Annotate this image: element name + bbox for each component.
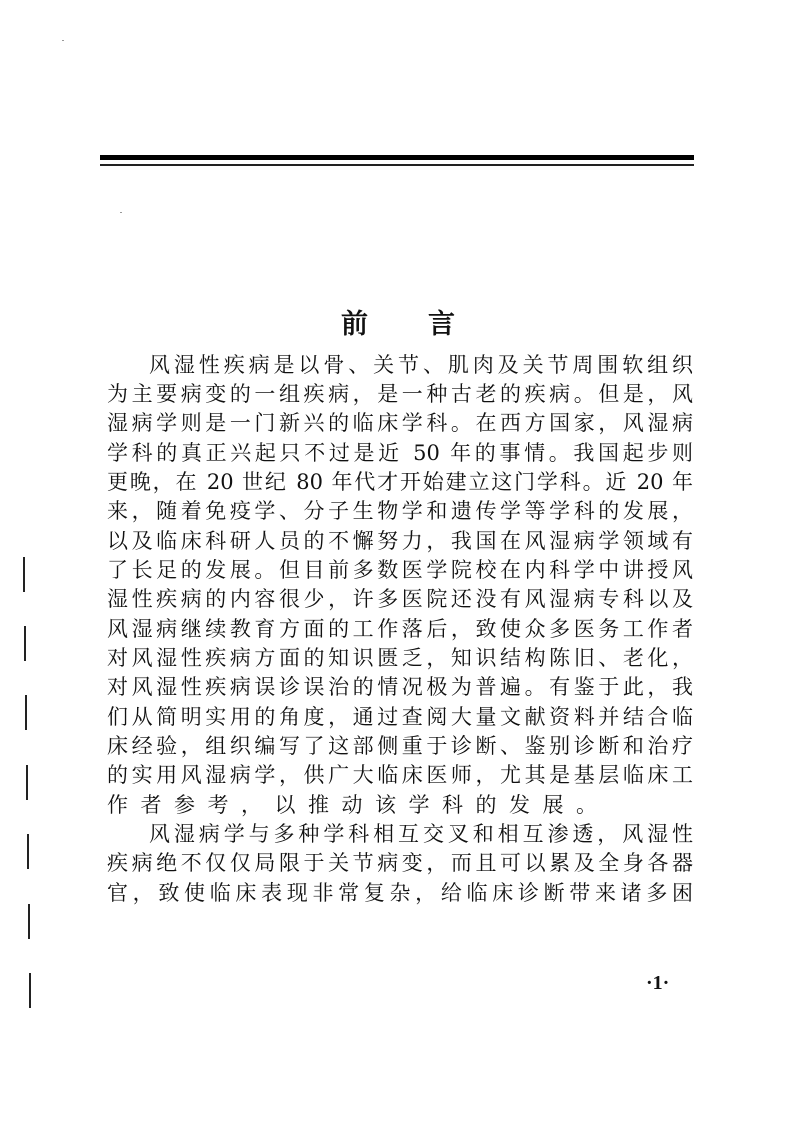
text-line: 以及临床科研人员的不懈努力，我国在风湿病学领域有 <box>107 529 693 553</box>
text-line: 们从简明实用的角度，通过查阅大量文献资料并结合临 <box>107 705 693 729</box>
text-line: 的实用风湿病学，供广大临床医师，尤其是基层临床工 <box>107 763 693 787</box>
scan-speck <box>62 40 64 41</box>
text-line: 疾病绝不仅仅局限于关节病变，而且可以累及全身各器 <box>107 851 693 875</box>
text-line: 更晚，在 20 世纪 80 年代才开始建立这门学科。近 20 年 <box>107 470 693 494</box>
text-line: 风湿病继续教育方面的工作落后，致使众多医务工作者 <box>107 617 693 641</box>
text-line: 风湿性疾病是以骨、关节、肌肉及关节周围软组织 <box>149 353 693 377</box>
binding-mark <box>25 695 27 730</box>
header-rule-thin <box>100 164 694 166</box>
text-line: 对风湿性疾病方面的知识匮乏，知识结构陈旧、老化， <box>107 646 693 670</box>
binding-mark <box>28 904 30 939</box>
page-number: ·1· <box>646 972 670 994</box>
text-line: 床经验，组织编写了这部侧重于诊断、鉴别诊断和治疗 <box>107 734 693 758</box>
text-line: 对风湿性疾病误诊误治的情况极为普遍。有鉴于此，我 <box>107 675 693 699</box>
heading-char-1: 前 <box>341 309 368 340</box>
text-line: 作者参考，以推动该学科的发展。 <box>107 793 610 817</box>
text-line: 官，致使临床表现非常复杂，给临床诊断带来诸多困 <box>107 881 693 905</box>
header-rule-thick <box>100 155 694 160</box>
binding-mark <box>24 626 26 661</box>
text-line: 湿病学则是一门新兴的临床学科。在西方国家，风湿病 <box>107 411 693 435</box>
binding-mark <box>27 834 29 869</box>
text-line: 湿性疾病的内容很少，许多医院还没有风湿病专科以及 <box>107 587 693 611</box>
text-line: 了长足的发展。但目前多数医学院校在内科学中讲授风 <box>107 558 693 582</box>
text-line: 学科的真正兴起只不过是近 50 年的事情。我国起步则 <box>107 441 693 465</box>
binding-mark <box>29 973 31 1008</box>
heading-char-2: 言 <box>428 309 455 340</box>
text-line: 风湿病学与多种学科相互交叉和相互渗透，风湿性 <box>149 822 693 846</box>
scan-speck <box>120 212 122 213</box>
binding-mark <box>26 765 28 800</box>
text-line: 为主要病变的一组疾病，是一种古老的疾病。但是，风 <box>107 382 693 406</box>
text-line: 来，随着免疫学、分子生物学和遗传学等学科的发展， <box>107 499 693 523</box>
binding-mark <box>23 557 25 592</box>
